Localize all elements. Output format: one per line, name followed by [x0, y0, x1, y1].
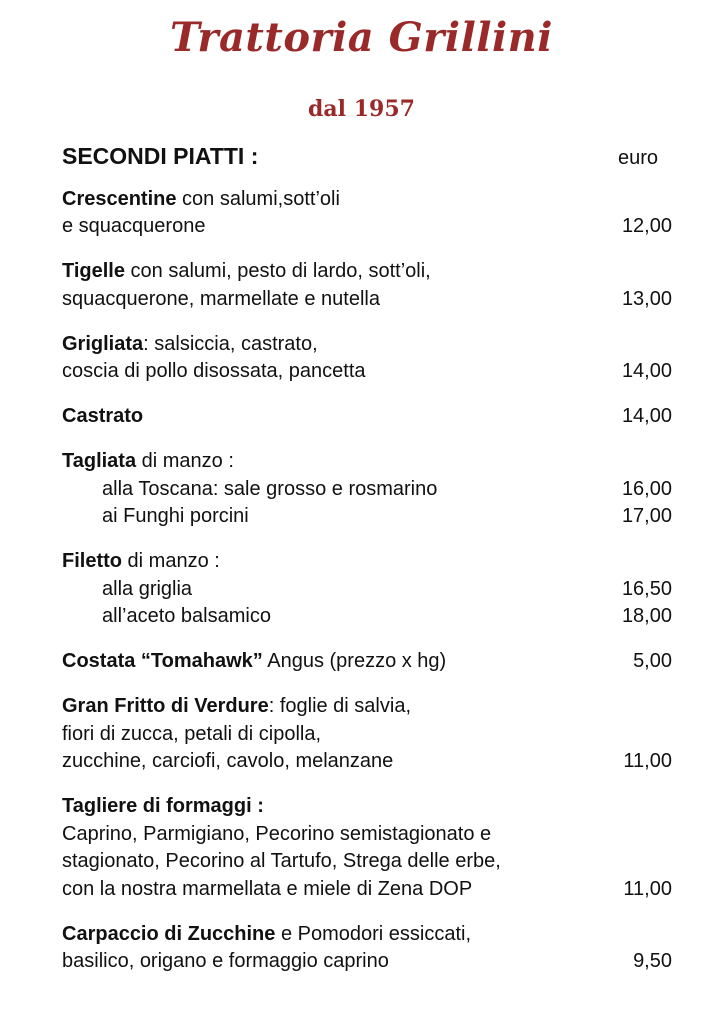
menu-item-tagliata	[62, 448, 672, 531]
item-description: squacquerone, marmellate e nutella	[62, 287, 380, 310]
item-price: 11,00	[623, 877, 672, 900]
item-description: zucchine, carciofi, cavolo, melanzane	[62, 750, 394, 772]
item-description: con la nostra marmellata e miele di Zena DOP	[62, 877, 473, 900]
item-description: e squacquerone	[62, 215, 206, 237]
currency-label: euro	[617, 147, 658, 169]
variant-label: all’aceto balsamico	[102, 605, 271, 627]
item-name: Carpaccio di Zucchine	[62, 922, 276, 945]
menu-header	[62, 143, 672, 173]
item-price: 5,00	[633, 650, 672, 672]
item-price: 9,50	[633, 950, 672, 972]
menu-item-grigliata	[62, 331, 672, 386]
variant-label: alla Toscana: sale grosso e rosmarino	[102, 477, 438, 500]
variant-label: ai Funghi porcini	[102, 505, 249, 527]
item-name: Filetto	[62, 550, 122, 572]
section-title: SECONDI PIATTI :	[62, 143, 259, 169]
item-name: Tagliata	[62, 450, 137, 472]
item-description: stagionato, Pecorino al Tartufo, Strega delle erbe,	[62, 850, 501, 872]
variant-label: alla griglia	[102, 577, 193, 600]
item-price: 17,00	[621, 505, 672, 527]
item-description: fiori di zucca, petali di cipolla,	[62, 722, 322, 745]
item-variant	[62, 576, 672, 604]
item-price: 14,00	[621, 360, 672, 382]
item-price: 14,00	[621, 405, 672, 427]
item-description: Caprino, Parmigiano, Pecorino semistagionato e	[62, 822, 492, 845]
menu-list	[62, 143, 672, 993]
item-description: di manzo :	[136, 450, 234, 472]
item-name: Grigliata	[62, 332, 144, 355]
menu-item-gran-fritto	[62, 693, 672, 776]
item-name: Gran Fritto di Verdure	[62, 695, 269, 717]
menu-item-tagliere	[62, 793, 672, 903]
item-price: 16,50	[621, 577, 672, 600]
menu-item-costata	[62, 648, 672, 676]
item-name: Tigelle	[62, 260, 125, 282]
item-price: 18,00	[621, 605, 672, 627]
menu-item-filetto	[62, 548, 672, 631]
item-name: Castrato	[62, 405, 144, 427]
menu-item-crescentine	[62, 186, 672, 241]
menu-item-castrato	[62, 403, 672, 431]
item-description: : foglie di salvia,	[268, 695, 411, 717]
restaurant-logo: Trattoria Grillini	[170, 14, 553, 61]
item-price: 11,00	[623, 750, 672, 772]
item-description: : salsiccia, castrato,	[143, 332, 318, 355]
menu-item-carpaccio	[62, 921, 672, 976]
item-description: coscia di pollo disossata, pancetta	[62, 360, 366, 382]
item-description: e Pomodori essiccati,	[275, 922, 472, 945]
item-name: Costata “Tomahawk”	[62, 650, 263, 672]
item-description: di manzo :	[122, 550, 220, 572]
since-year: dal 1957	[308, 96, 415, 122]
item-description: con salumi, pesto di lardo, sott’oli,	[125, 260, 431, 282]
item-price: 16,00	[621, 477, 672, 500]
item-price: 12,00	[621, 215, 672, 237]
item-description: Angus (prezzo x hg)	[262, 650, 447, 672]
menu-item-tigelle	[62, 258, 672, 313]
item-variant	[62, 476, 672, 504]
item-description: con salumi,sott’oli	[176, 187, 340, 210]
item-name: Crescentine	[62, 187, 177, 210]
item-variant	[62, 603, 672, 631]
item-description: basilico, origano e formaggio caprino	[62, 950, 389, 972]
item-name: Tagliere di formaggi :	[62, 795, 264, 817]
item-variant	[62, 503, 672, 531]
item-price: 13,00	[621, 287, 672, 310]
